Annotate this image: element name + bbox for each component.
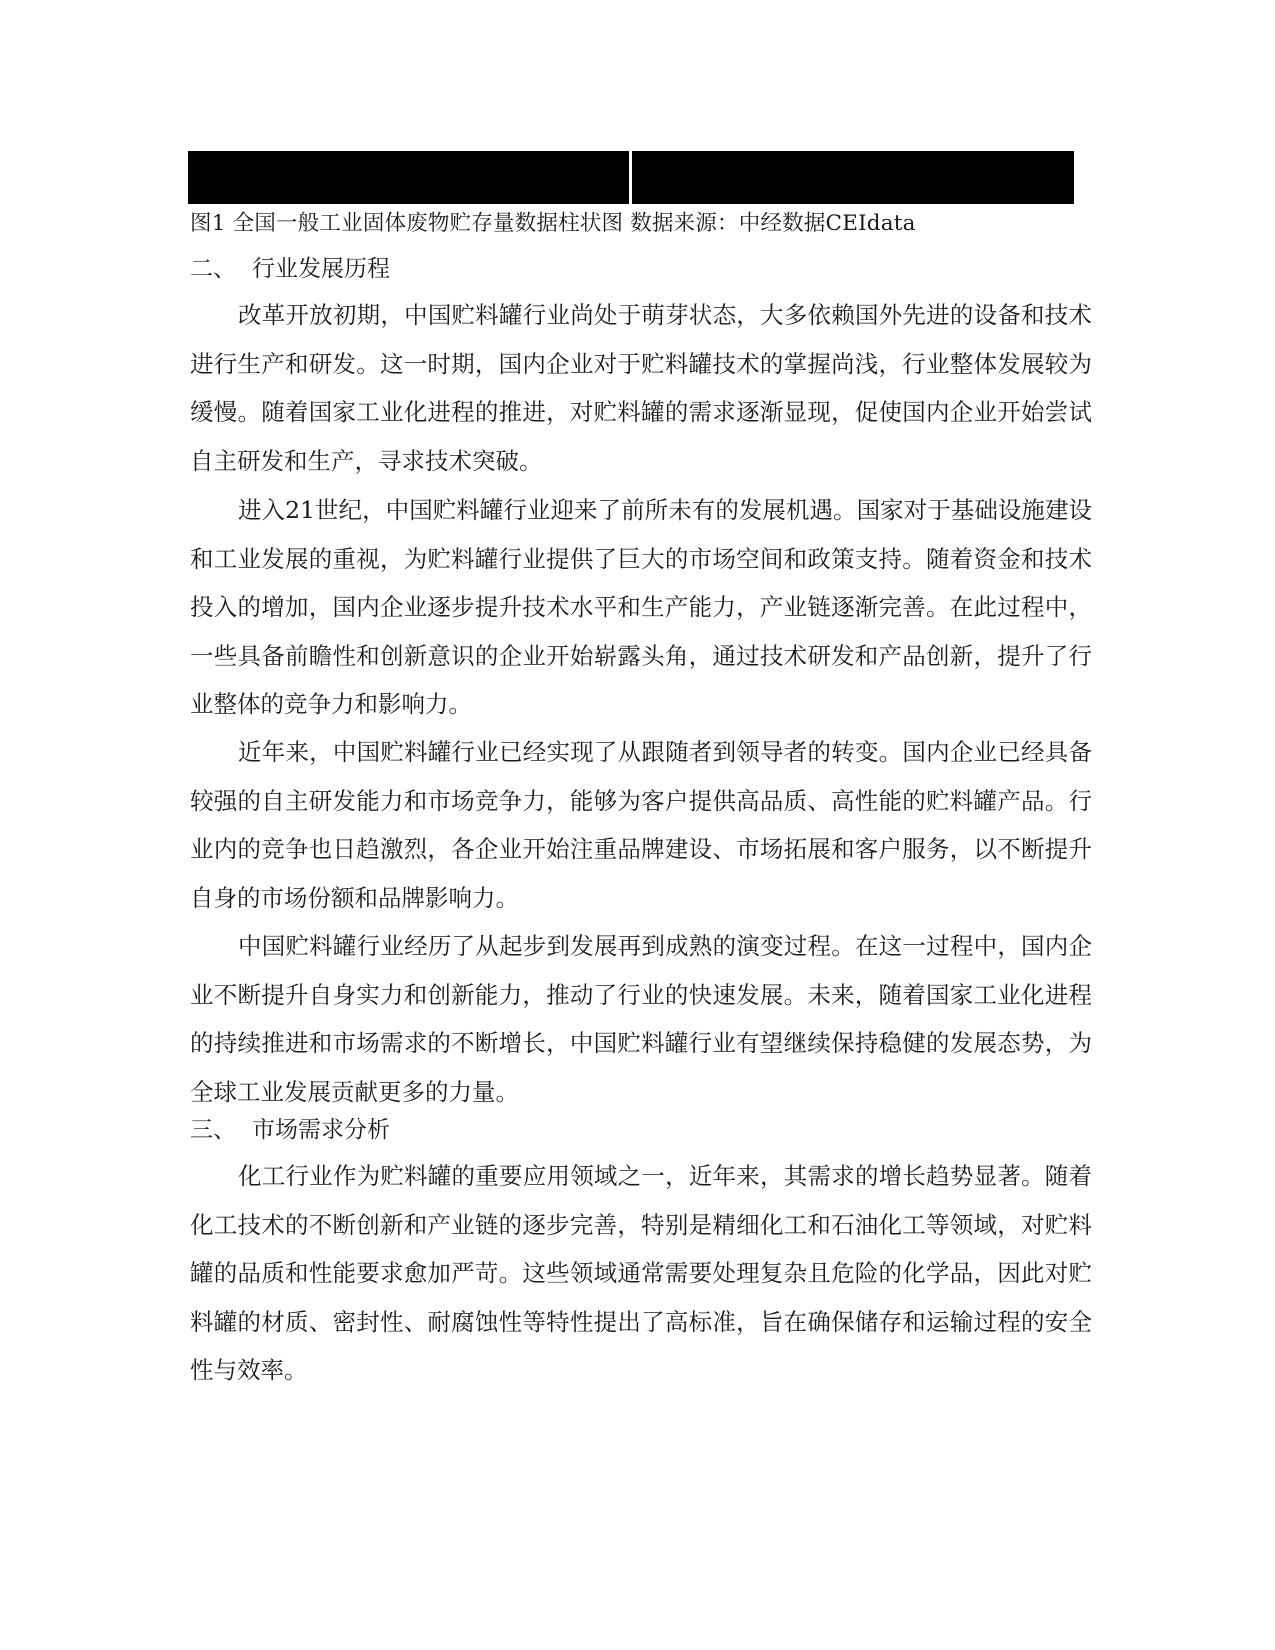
section-heading-history <box>190 253 390 285</box>
paragraph: 进入21世纪，中国贮料罐行业迎来了前所未有的发展机遇。国家对于基础设施建设和工业发展的重视，为贮料罐行业提供了巨大的市场空间和政策支持。随着资金和技术投入的增加，国内企业逐步提升技术水平和生产能力，产业链逐渐完善。在此过程中，一些具备前瞻性和创新意识的企业开始崭露头角，通过技术研发和产品创新，提升了行业整体的竞争力和影响力。 <box>190 496 1092 718</box>
paragraph: 中国贮料罐行业经历了从起步到发展再到成熟的演变过程。在这一过程中，国内企业不断提升自身实力和创新能力，推动了行业的快速发展。未来，随着国家工业化进程的持续推进和市场需求的不断增长，中国贮料罐行业有望继续保持稳健的发展态势，为全球工业发展贡献更多的力量。 <box>190 932 1092 1106</box>
paragraph: 近年来，中国贮料罐行业已经实现了从跟随者到领导者的转变。国内企业已经具备较强的自主研发能力和市场竞争力，能够为客户提供高品质、高性能的贮料罐产品。行业内的竞争也日趋激烈，各企业开始注重品牌建设、市场拓展和客户服务，以不断提升自身的市场份额和品牌影响力。 <box>190 738 1092 912</box>
figure-caption: 图1 全国一般工业固体废物贮存量数据柱状图 数据来源：中经数据CEIdata <box>190 211 916 236</box>
paragraph: 改革开放初期，中国贮料罐行业尚处于萌芽状态，大多依赖国外先进的设备和技术进行生产和研发。这一时期，国内企业对于贮料罐技术的掌握尚浅，行业整体发展较为缓慢。随着国家工业化进程的推进，对贮料罐的需求逐渐显现，促使国内企业开始尝试自主研发和生产，寻求技术突破。 <box>190 301 1092 475</box>
section-heading-demand <box>190 1114 390 1146</box>
paragraph: 化工行业作为贮料罐的重要应用领域之一，近年来，其需求的增长趋势显著。随着化工技术的不断创新和产业链的逐步完善，特别是精细化工和石油化工等领域，对贮料罐的品质和性能要求愈加严苛。这些领域通常需要处理复杂且危险的化学品，因此对贮料罐的材质、密封性、耐腐蚀性等特性提出了高标准，旨在确保储存和运输过程的安全性与效率。 <box>190 1162 1092 1384</box>
section-title: 市场需求分析 <box>252 1117 390 1143</box>
section-number: 二、 <box>190 256 236 282</box>
section-title: 行业发展历程 <box>252 256 390 282</box>
section-number: 三、 <box>190 1117 236 1143</box>
figure-panel-right <box>632 151 1074 204</box>
figure-image-redacted <box>188 151 1074 204</box>
figure-panel-left <box>188 151 629 204</box>
